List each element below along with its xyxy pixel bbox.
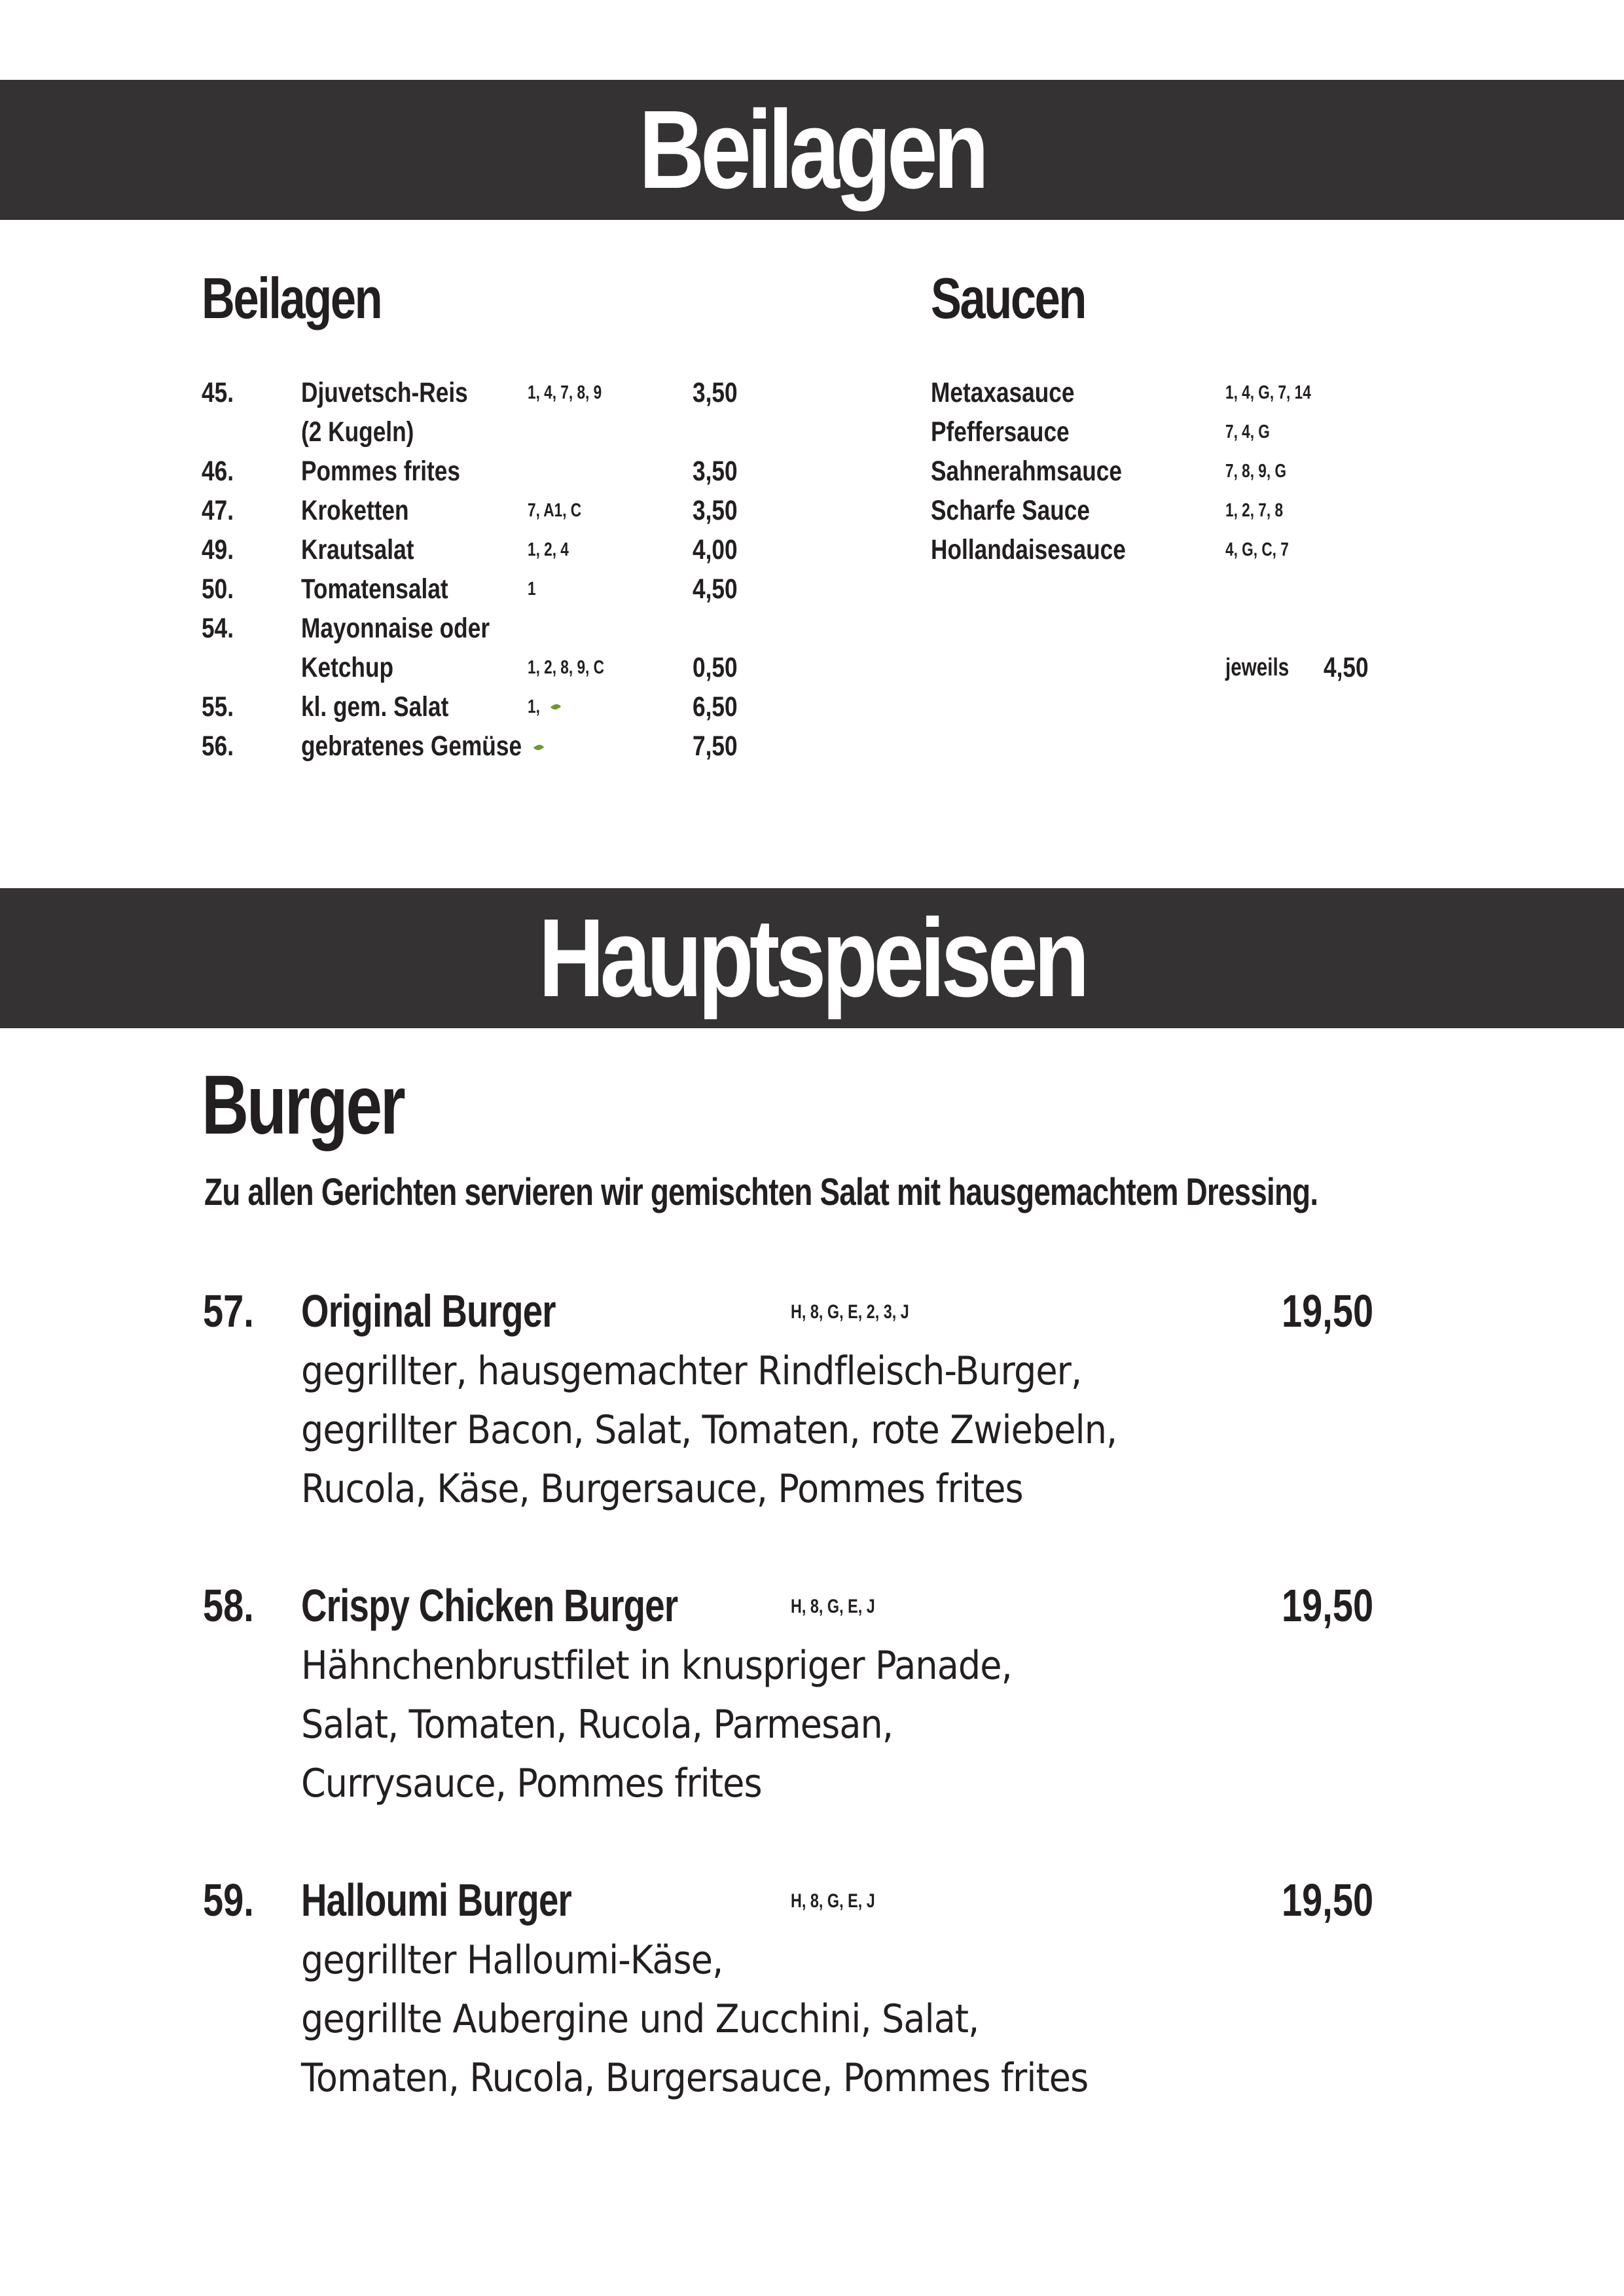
item-number: 59. [203,1874,254,1926]
leaf-icon [533,743,544,752]
description-line: Salat, Tomaten, Rucola, Parmesan, [301,1702,893,1748]
description-line: gegrillter Bacon, Salat, Tomaten, rote Zwiebeln, [301,1407,1117,1453]
item-price: 3,50 [693,377,738,408]
beilagen-banner-title: Beilagen [639,88,985,212]
beilagen-banner [0,80,1624,220]
sauce-allergens: 4, G, C, 7 [1225,539,1289,560]
item-price: 19,50 [1282,1580,1374,1631]
saucen-heading: Saucen [931,266,1086,331]
sauce-name: Sahnerahmsauce [931,456,1123,487]
item-number: 50. [202,573,234,605]
item-number: 54. [202,613,234,644]
item-description [301,1636,1091,1813]
item-allergens: H, 8, G, E, 2, 3, J [791,1301,909,1323]
item-number: 57. [203,1285,254,1336]
description-line: Rucola, Käse, Burgersauce, Pommes frites [301,1466,1023,1512]
sauce-price-label: jeweils [1225,654,1290,681]
description-line: Tomaten, Rucola, Burgersauce, Pommes frites [301,2055,1089,2101]
item-number: 49. [202,534,234,565]
item-price: 3,50 [693,495,738,526]
leaf-icon [550,702,561,711]
item-price: 4,00 [693,534,738,565]
item-description [301,1342,1208,1518]
item-name: Ketchup [301,652,394,683]
burger-note: Zu allen Gerichten servieren wir gemischten Salat mit hausgemachtem Dressing. [204,1171,1318,1213]
item-allergens: 1, 2, 8, 9, C [528,657,604,678]
item-price: 19,50 [1282,1874,1374,1926]
item-name: Tomatensalat [301,573,448,605]
sauce-allergens: 1, 2, 7, 8 [1225,500,1284,521]
item-allergens: 1, [528,696,540,717]
hauptspeisen-banner [0,888,1624,1028]
description-line: gegrillter Halloumi-Käse, [301,1937,723,1983]
beilagen-heading: Beilagen [202,266,382,331]
item-allergens: 1, 4, 7, 8, 9 [528,382,602,403]
sauce-name: Pfeffersauce [931,416,1070,448]
item-allergens: H, 8, G, E, J [791,1890,875,1912]
item-price: 6,50 [693,691,738,723]
item-name: Kroketten [301,495,409,526]
sauce-name: Scharfe Sauce [931,495,1091,526]
item-number: 55. [202,691,234,723]
sauce-name: Hollandaisesauce [931,534,1126,565]
sauce-allergens: 7, 4, G [1225,422,1270,442]
item-name: Crispy Chicken Burger [301,1580,678,1631]
item-price: 3,50 [693,456,738,487]
item-allergens: 7, A1, C [528,500,582,521]
item-name: Original Burger [301,1285,556,1336]
description-line: Currysauce, Pommes frites [301,1761,762,1806]
item-name: Krautsalat [301,534,414,565]
item-allergens: H, 8, G, E, J [791,1596,875,1617]
item-allergens: 1 [528,579,536,600]
item-price: 0,50 [693,652,738,683]
item-allergens: 1, 2, 4 [528,539,569,560]
hauptspeisen-banner-title: Hauptspeisen [538,896,1086,1020]
description-line: gegrillter, hausgemachter Rindfleisch-Burger, [301,1348,1082,1394]
item-price: 19,50 [1282,1285,1374,1336]
item-number: 46. [202,456,234,487]
item-name: Pommes frites [301,456,461,487]
item-name: Djuvetsch-Reis [301,377,468,408]
item-number: 56. [202,730,234,762]
sauce-allergens: 1, 4, G, 7, 14 [1225,382,1311,403]
item-number: 58. [203,1580,254,1631]
item-price: 7,50 [693,730,738,762]
item-price: 4,50 [693,573,738,605]
item-number: 47. [202,495,234,526]
item-name: gebratenes Gemüse [301,730,522,762]
sauce-allergens: 7, 8, 9, G [1225,461,1287,482]
burger-heading: Burger [202,1058,404,1152]
item-number: 45. [202,377,234,408]
top-rule [0,0,1624,2]
description-line: gegrillte Aubergine und Zucchini, Salat, [301,1996,979,2042]
item-name: Mayonnaise oder [301,613,490,644]
item-name: kl. gem. Salat [301,691,449,723]
description-line: Hähnchenbrustfilet in knuspriger Panade, [301,1643,1012,1689]
item-name: Halloumi Burger [301,1874,572,1926]
sauce-price: 4,50 [1324,652,1369,683]
sauce-name: Metaxasauce [931,377,1075,408]
item-name: (2 Kugeln) [301,416,414,448]
item-description [301,1931,1176,2108]
